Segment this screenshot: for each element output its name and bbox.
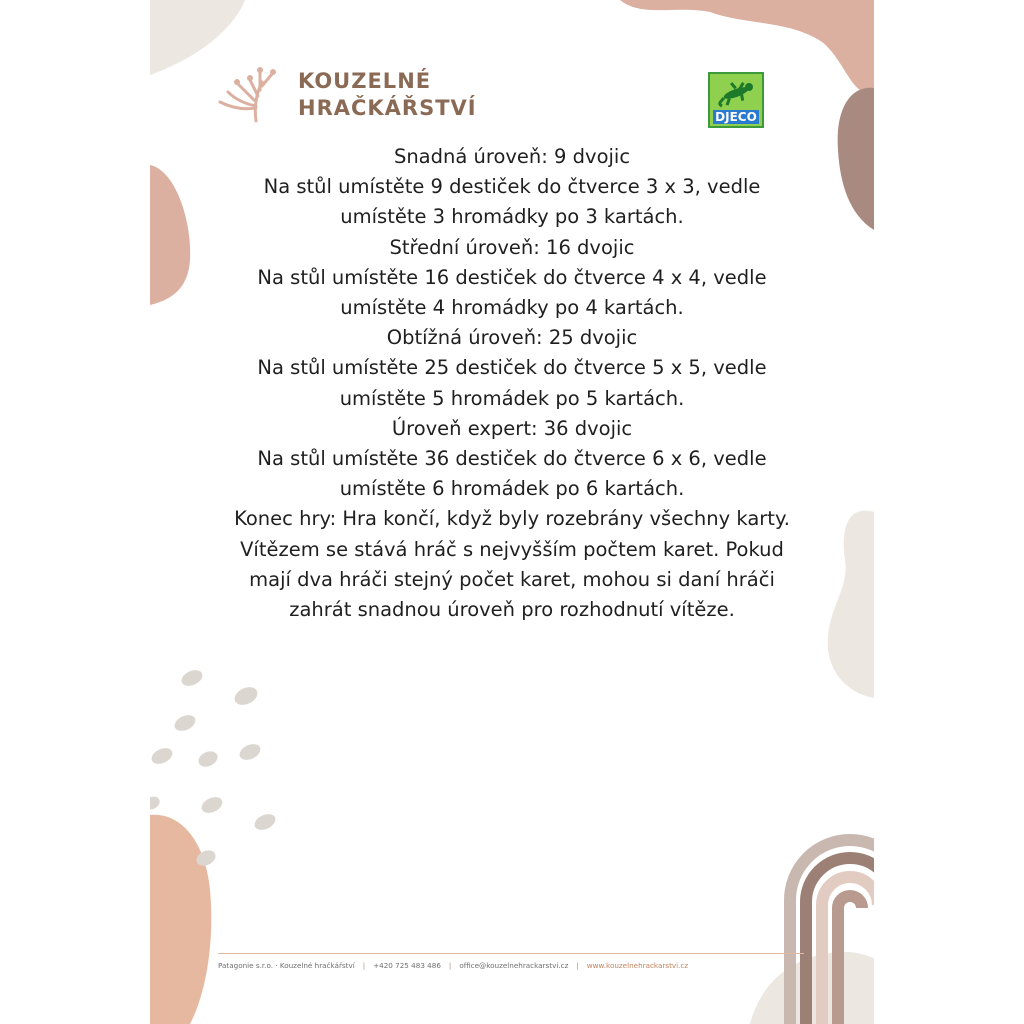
document-page	[150, 0, 874, 1024]
rules-text	[220, 142, 804, 625]
level-medium-heading: Střední úroveň: 16 dvojic	[389, 235, 635, 259]
level-hard-heading: Obtížná úroveň: 25 dvojic	[386, 326, 638, 350]
brand-name	[298, 68, 477, 122]
level-easy-text: Na stůl umístěte 9 destiček do čtverce 3 x 3, vedle umístěte 3 hromádky po 3 kartách.	[263, 175, 761, 229]
beige-blob-top-left	[150, 0, 245, 75]
game-end-text: Konec hry: Hra končí, když byly rozebrány všechny karty. Vítězem se stává hráč s nejvyšším počtem karet. Pokud mají dva hráči stejný počet karet, mohou si daní hráči zahrát snadnou úroveň pro rozhodnutí vítěze.	[234, 507, 790, 622]
blush-blob-left	[150, 165, 190, 305]
level-medium-text: Na stůl umístěte 16 destiček do čtverce 4 x 4, vedle umístěte 4 hromádky po 4 kartách.	[257, 265, 767, 320]
footer-company: Patagonie s.r.o. · Kouzelné hračkářství	[218, 961, 355, 970]
dandelion-icon	[216, 66, 276, 124]
footer-email[interactable]: office@kouzelnehrackarstvi.cz	[459, 961, 569, 970]
level-expert-text: Na stůl umístěte 36 destiček do čtverce 6 x 6, vedle umístěte 6 hromádek po 6 kartách.	[257, 447, 767, 501]
footer-divider	[218, 953, 804, 954]
brand-line-1: KOUZELNÉ	[298, 69, 432, 93]
footer: Patagonie s.r.o. · Kouzelné hračkářství | +420 725 483 486 | office@kouzelnehrackarstvi.cz | www.kouzelnehrackarstvi.cz	[218, 961, 689, 970]
mauve-blob-right	[838, 88, 874, 230]
beige-blob-right	[828, 511, 874, 698]
peach-blob-bottom-left	[150, 815, 211, 1024]
level-expert-heading: Úroveň expert: 36 dvojic	[391, 416, 633, 440]
footer-phone[interactable]: +420 725 483 486	[373, 961, 441, 970]
footer-website[interactable]: www.kouzelnehrackarstvi.cz	[586, 961, 689, 970]
level-hard-text: Na stůl umístěte 25 destiček do čtverce 5 x 5, vedle umístěte 5 hromádek po 5 kartách.	[257, 356, 767, 410]
djeco-wordmark: DJECO	[713, 110, 759, 124]
brand-line-2: HRAČKÁŘSTVÍ	[298, 96, 477, 120]
djeco-logo	[708, 72, 764, 128]
level-easy-heading: Snadná úroveň: 9 dvojic	[393, 145, 631, 168]
gecko-icon	[716, 78, 756, 108]
